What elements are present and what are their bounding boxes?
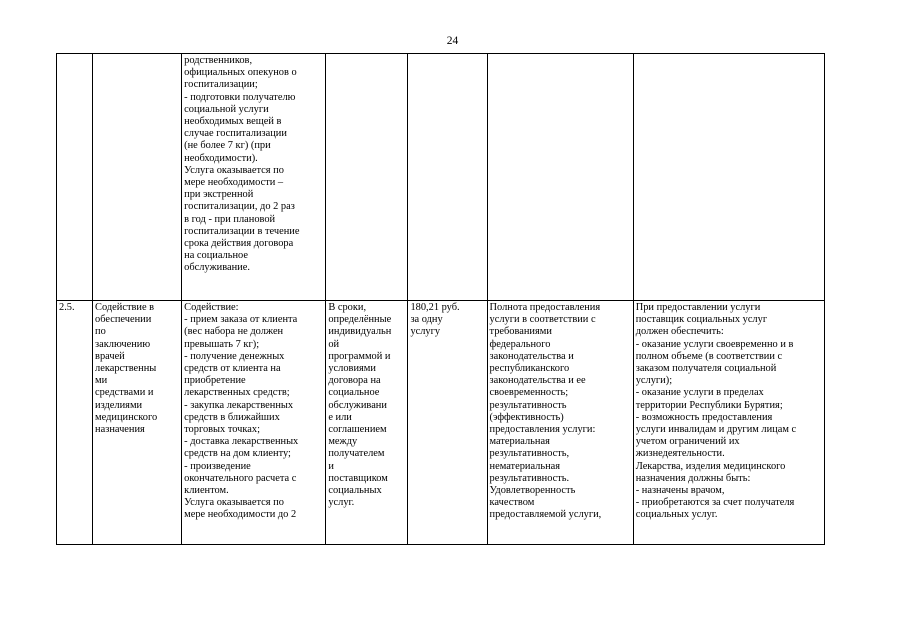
cell-text-line: предоставляемой услуги, (489, 509, 602, 521)
service-terms-cell (326, 301, 408, 545)
cell-text-line: (не более 7 кг) (при (184, 140, 271, 152)
cell-text-line: назначения должны быть: (635, 472, 751, 484)
cell-text-line: социальной услуги (184, 103, 269, 115)
cell-text-line: госпитализации; (184, 79, 258, 91)
services-table (56, 53, 825, 545)
cell-text-line: При предоставлении услуги (635, 302, 761, 313)
cell-text-line: материальная (489, 436, 550, 448)
cell-text-line: республиканского (489, 363, 570, 375)
cell-text-line: Содействие: (184, 302, 239, 313)
cell-text-line: услуг. (328, 497, 355, 509)
cell-text-line: мере необходимости – (184, 177, 284, 189)
cell-text-line: Удовлетворенность (489, 485, 576, 497)
cell-text-line: госпитализации, до 2 раз (184, 201, 295, 213)
cell-text-line: - возможность предоставления (635, 411, 773, 423)
cell-text-line: на социальное (184, 250, 248, 262)
cell-text-line: заказом получателя социальной (635, 363, 777, 375)
service-conditions-cell (633, 301, 824, 545)
cell-text-line: услуги в соответствии с (489, 314, 596, 326)
cell-text-line: В сроки, (328, 302, 367, 313)
cell-text-line: обслуживани (328, 399, 387, 411)
cell-text-line: услуги инвалидам и другим лицам с (635, 424, 797, 436)
cell-text-line: лекарственных средств; (184, 387, 290, 399)
cell-text-line: клиентом. (184, 485, 229, 497)
cell-text-line: ми (95, 375, 108, 387)
cell-text-line: договора на (328, 375, 381, 387)
service-content-cell (182, 301, 326, 545)
cell-text-line: поставщик социальных услуг (635, 314, 768, 326)
cell-text-line: обслуживание. (184, 262, 250, 274)
cell-text-line: услуги); (635, 375, 673, 387)
service-content-cell (182, 54, 326, 301)
cell-text-line: соглашением (328, 424, 387, 436)
cell-text-line: изделиями (95, 399, 143, 411)
table-row (57, 54, 825, 301)
cell-text-line: (эффективность) (489, 411, 564, 423)
cell-text-line: медицинского (95, 411, 158, 423)
cell-text-line: Услуга оказывается по (184, 164, 284, 176)
service-price-cell (408, 54, 487, 301)
cell-text-line: заключению (95, 338, 151, 350)
cell-text-line: торговых точках; (184, 424, 260, 436)
cell-text-line: жизнедеятельности. (635, 448, 725, 460)
cell-text-line: нематериальная (489, 460, 561, 472)
cell-text-line: врачей (95, 350, 125, 362)
service-price-cell (408, 301, 487, 545)
page-number: 24 (446, 35, 459, 47)
cell-text-line: - доставка лекарственных (184, 436, 299, 448)
cell-text-line: Услуга оказывается по (184, 497, 284, 509)
cell-text-line: - прием заказа от клиента (184, 314, 298, 326)
service-name-cell (93, 301, 182, 545)
cell-text-line: мере необходимости до 2 (184, 509, 297, 521)
cell-text-line: срока действия договора (184, 238, 294, 250)
cell-text-line: учетом ограничений их (635, 436, 740, 448)
cell-text-line: определённые (328, 314, 392, 326)
cell-text-line: социальное (328, 387, 380, 399)
cell-text-line: - оказание услуги своевременно и в (635, 338, 794, 350)
cell-text-line: индивидуальн (328, 326, 392, 338)
cell-text-line: социальных (328, 485, 382, 497)
cell-text-line: - оказание услуги в пределах (635, 387, 764, 399)
cell-text-line: услугу (410, 326, 441, 338)
cell-text-line: превышать 7 кг); (184, 338, 260, 350)
cell-text-line: ой (328, 338, 340, 350)
cell-text-line: 180,21 руб. (410, 302, 460, 313)
cell-text-line: федерального (489, 338, 551, 350)
service-number-cell (57, 54, 93, 301)
cell-text-line: необходимости). (184, 152, 258, 164)
cell-text-line: средств от клиента на (184, 363, 281, 375)
cell-text-line: и (328, 460, 334, 472)
cell-text-line: средств на дом клиенту; (184, 448, 291, 460)
cell-text-line: лекарственны (95, 363, 157, 375)
cell-text-line: законодательства и ее (489, 375, 586, 387)
cell-text-line: результативность. (489, 472, 570, 484)
cell-text-line: - произведение (184, 460, 251, 472)
cell-text-line: е или (328, 411, 352, 423)
service-conditions-cell (633, 54, 824, 301)
cell-text-line: средств в ближайших (184, 411, 280, 423)
cell-text-line: госпитализации в течение (184, 225, 300, 237)
cell-text-line: территории Республики Бурятия; (635, 399, 783, 411)
cell-text-line: родственников, (184, 55, 253, 66)
cell-text-line: законодательства и (489, 350, 574, 362)
cell-text-line: требованиями (489, 326, 552, 338)
cell-text-line: - назначены врачом, (635, 485, 725, 497)
service-quality-cell (487, 301, 633, 545)
cell-text-line: - получение денежных (184, 350, 285, 362)
cell-text-line: необходимых вещей в (184, 116, 282, 128)
cell-text-line: в год - при плановой (184, 213, 276, 225)
cell-text-line: своевременность; (489, 387, 569, 399)
cell-text-line: Полнота предоставления (489, 302, 601, 313)
cell-text-line: средствами и (95, 387, 154, 399)
cell-text-line: должен обеспечить: (635, 326, 724, 338)
cell-text-line: обеспечении (95, 314, 152, 326)
service-terms-cell (326, 54, 408, 301)
table-row (57, 301, 825, 545)
cell-text-line: - закупка лекарственных (184, 399, 294, 411)
cell-text-line: - приобретаются за счет получателя (635, 497, 795, 509)
cell-text-line: полном объеме (в соответствии с (635, 350, 783, 362)
cell-text-line: за одну (410, 314, 443, 326)
cell-text-line: при экстренной (184, 189, 254, 201)
cell-text-line: окончательного расчета с (184, 472, 297, 484)
cell-text-line: Лекарства, изделия медицинского (635, 460, 786, 472)
service-name-cell (93, 54, 182, 301)
cell-text-line: приобретение (184, 375, 246, 387)
cell-text-line: между (328, 436, 358, 448)
cell-text-line: качеством (489, 497, 535, 509)
cell-text-line: (вес набора не должен (184, 326, 284, 338)
cell-text-line: официальных опекунов о (184, 67, 297, 79)
cell-text-line: случае госпитализации (184, 128, 287, 140)
cell-text-line: результативность, (489, 448, 570, 460)
cell-text-line: условиями (328, 363, 376, 375)
cell-text-line: программой и (328, 350, 391, 362)
service-number-cell (57, 301, 93, 545)
cell-text-line: 2.5. (59, 302, 75, 313)
cell-text-line: результативность (489, 399, 567, 411)
cell-text-line: социальных услуг. (635, 509, 718, 521)
cell-text-line: - подготовки получателю (184, 91, 296, 103)
cell-text-line: получателем (328, 448, 385, 460)
service-quality-cell (487, 54, 633, 301)
cell-text-line: по (95, 326, 106, 338)
cell-text-line: предоставления услуги: (489, 424, 596, 436)
cell-text-line: поставщиком (328, 472, 388, 484)
cell-text-line: назначения (95, 424, 145, 436)
cell-text-line: Содействие в (95, 302, 155, 313)
